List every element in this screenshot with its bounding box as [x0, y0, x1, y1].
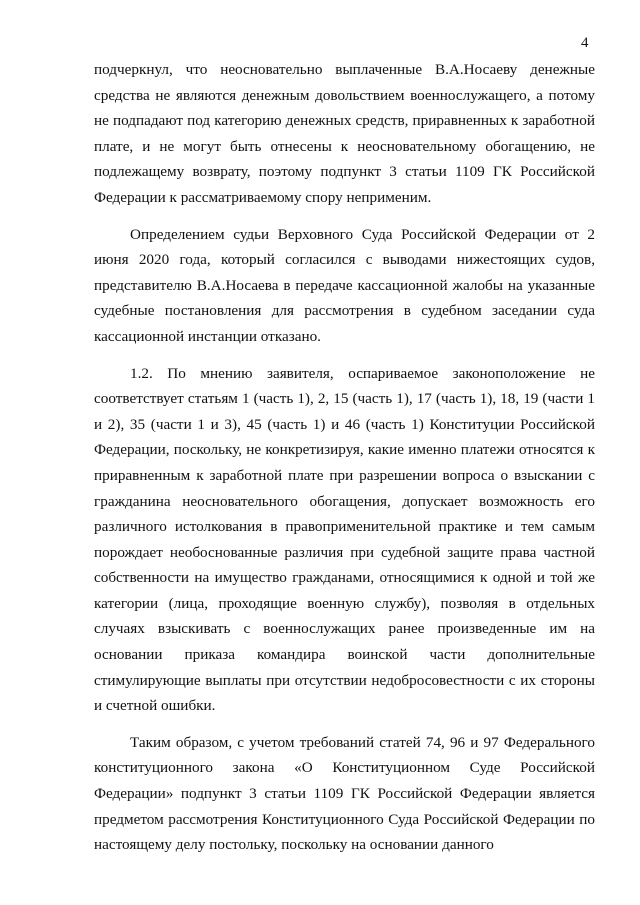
paragraph-subject-of-review: Таким образом, с учетом требований статей 74, 96 и 97 Федерального конституционного закона «О Конституционном Суде Российской Федерации» подпункт 3 статьи 1109 ГК Российской Федерации является предметом рассмотрения Конституционного Суда Российской Федерации по настоящему делу постольку, поскольку на основании данного	[94, 733, 595, 854]
page-number: 4	[581, 35, 589, 51]
paragraph-continuation: подчеркнул, что неосновательно выплаченные В.А.Носаеву денежные средства не являются денежным довольствием военнослужащего, а потому не подпадают под категорию денежных средств, приравненных к заработной плате, и не могут быть отнесены к неосновательному обогащению, не подлежащему возврату, поэтому подпункт 3 статьи 1109 ГК Российской Федерации к рассматриваемому спору неприменим.	[94, 61, 595, 206]
paragraph-supreme-court-ruling: Определением судьи Верховного Суда Российской Федерации от 2 июня 2020 года, который согласился с выводами нижестоящих судов, представителю В.А.Носаева в передаче кассационной жалобы на указанные судебные постановления для рассмотрения в судебном заседании суда кассационной инстанции отказано.	[94, 225, 595, 345]
document-body	[94, 57, 595, 858]
paragraph-applicant-position: 1.2. По мнению заявителя, оспариваемое законоположение не соответствует статьям 1 (часть 1), 2, 15 (часть 1), 17 (часть 1), 18, 19 (части 1 и 2), 35 (части 1 и 3), 45 (часть 1) и 46 (часть 1) Конституции Российской Федерации, поскольку, не конкретизируя, какие именно платежи относятся к приравненным к заработной плате при разрешении вопроса о взыскании с гражданина неосновательного обогащения, допускает возможность его различного истолкования в правоприменительной практике и тем самым порождает необоснованные различия при судебной защите права частной собственности на имущество гражданами, относящимися к одной и той же категории (лица, проходящие военную службу), позволяя в отдельных случаях взыскивать с военнослужащих ранее произведенные им на основании приказа командира воинской части дополнительные стимулирующие выплаты при отсутствии недобросовестности с их стороны и счетной ошибки.	[94, 364, 595, 715]
